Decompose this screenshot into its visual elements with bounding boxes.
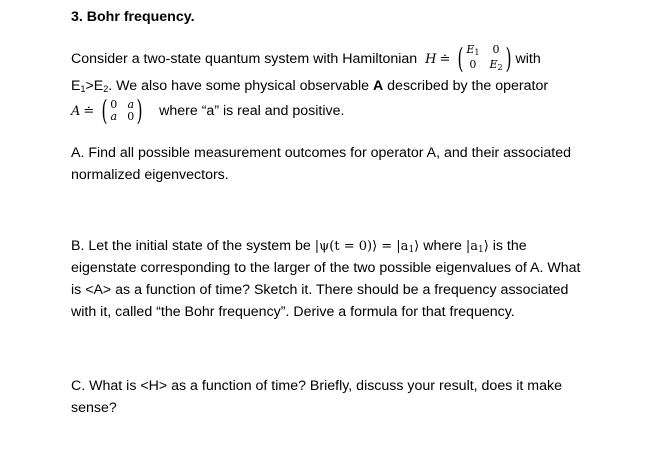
left-paren: ( [101,94,108,127]
e1-label: E [71,78,81,94]
intro-line-2 [71,77,548,98]
intro-line-3 [71,94,345,127]
a-matrix-r2c1: a [110,110,118,123]
defeq-symbol-2: ≐ [83,103,95,119]
left-paren: ( [457,42,464,75]
a-matrix-r2c2: 0 [127,110,135,123]
problem-heading: 3. Bohr frequency. [71,9,195,25]
a-matrix-r1c1: 0 [110,98,118,111]
part-c-line-1: C. What is <H> as a function of time? Briefly, discuss your result, does it make [71,378,562,394]
part-b-line-1 [71,237,527,259]
h-matrix-r1c2: 0 [492,43,500,56]
part-b-line-3: is <A> as a function of time? Sketch it. There should be a frequency associated [71,282,569,298]
part-b-is-the: is the [492,238,527,254]
h-matrix-r2c2-sub: 2 [497,63,503,72]
a1-ket [466,239,489,254]
intro-with: with [515,50,541,67]
psi-ket-close: ⟩ [414,239,420,254]
a1-ket-text: |a [465,239,478,254]
intro-where-a: where “a” is real and positive. [159,102,345,119]
a-operator-matrix [99,94,145,127]
e2-sub: 2 [103,84,109,94]
gt-e2: >E [85,78,104,94]
intro-operator-text: described by the operator [387,78,549,94]
hamiltonian-matrix [455,44,513,74]
psi-ket-sub: 1 [408,245,415,255]
h-matrix-r1c1: E [466,43,475,56]
a1-ket-sub: 1 [477,245,484,255]
right-paren: ) [505,42,512,75]
psi-initial-ket [315,239,420,254]
intro-text: Consider a two-state quantum system with Hamiltonian [71,50,418,67]
defeq-symbol: ≐ [439,51,451,67]
part-b-line-4: with it, called “the Bohr frequency”. Derive a formula for that frequency. [71,304,515,320]
a-matrix-r1c2: a [127,98,135,111]
a1-ket-close: ⟩ [483,239,489,254]
part-a-line-2: normalized eigenvectors. [71,167,229,183]
right-paren: ) [136,94,143,127]
hamiltonian-symbol: H [425,51,437,67]
intro-observable-text: . We also have some physical observable [108,78,370,94]
part-b-line-2: eigenstate corresponding to the larger of the two possible eigenvalues of A. What [71,260,581,276]
a-operator-symbol: A [71,103,81,119]
part-b-where: where [423,238,462,254]
h-matrix-r2c1: 0 [469,58,477,71]
intro-line-1 [71,44,541,74]
e1-sub: 1 [80,84,86,94]
observable-a-bold: A [372,78,384,94]
h-matrix-r2c2: E [489,58,498,71]
psi-ket-text: |ψ(t = 0)⟩ = |a [314,239,409,254]
part-c-line-2: sense? [71,400,117,416]
part-b-intro: B. Let the initial state of the system be [71,238,311,254]
h-matrix-r1c1-sub: 1 [474,48,480,57]
part-a-line-1: A. Find all possible measurement outcomes for operator A, and their associated [71,145,571,161]
